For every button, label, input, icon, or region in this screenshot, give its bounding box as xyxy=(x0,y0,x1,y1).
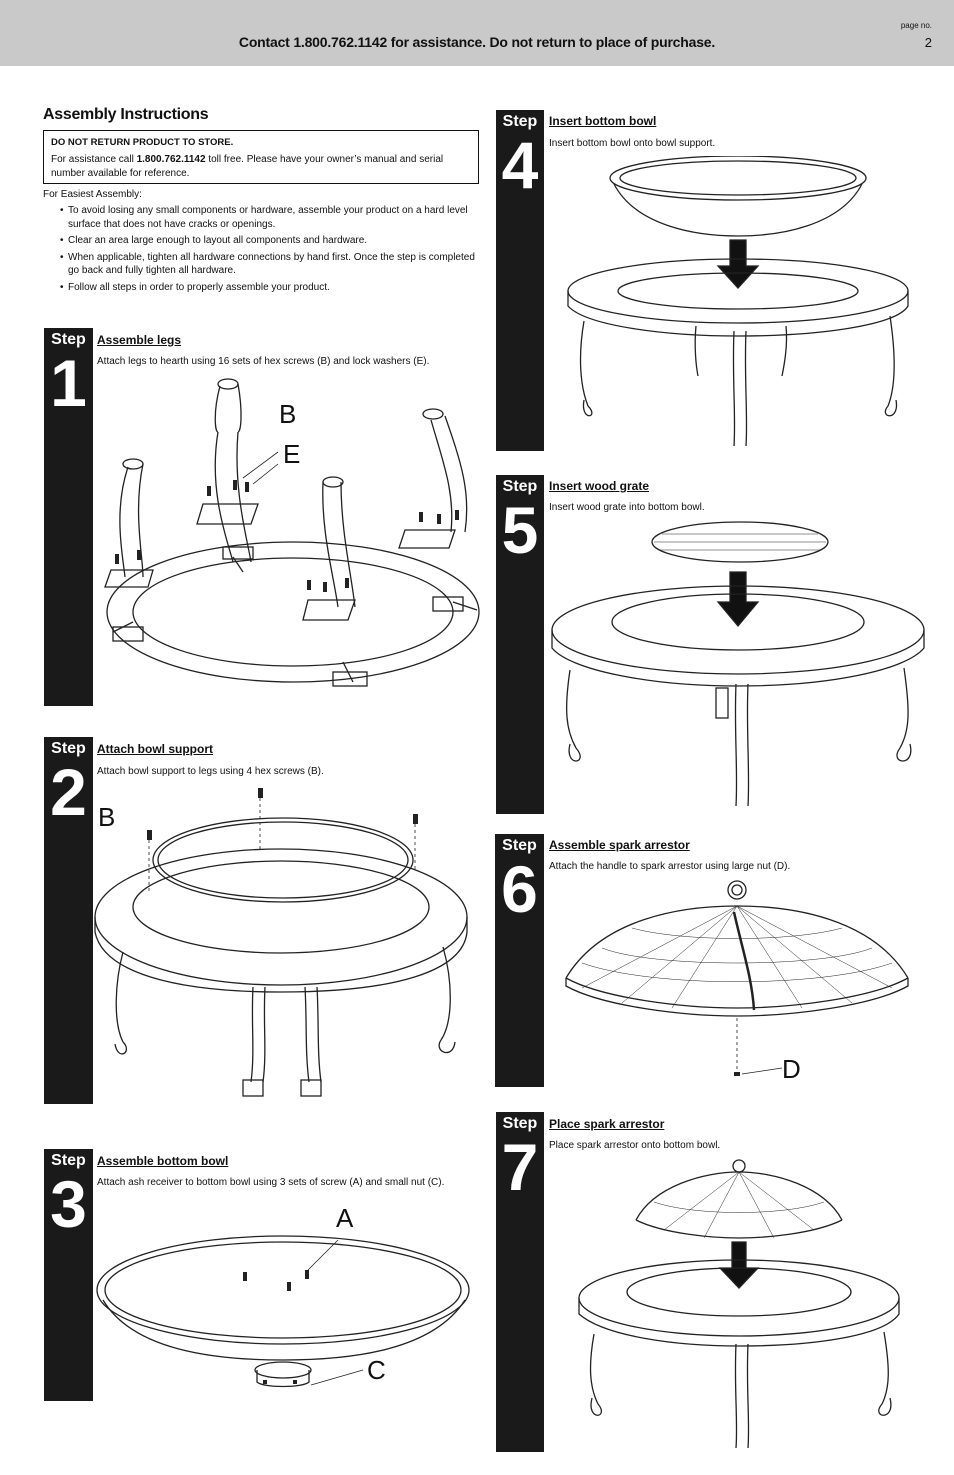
step-2-bar xyxy=(44,737,93,1104)
step-word: Step xyxy=(502,1115,538,1132)
step-number: 4 xyxy=(501,128,539,202)
tip-item: • Follow all steps in order to properly assemble your product. xyxy=(60,281,480,295)
step-number: 2 xyxy=(50,755,87,829)
step-2-title: Attach bowl support xyxy=(97,742,213,756)
notice-suffix: toll free. Please have your owner’s manual and serial number available for reference. xyxy=(51,154,444,179)
step-3-bar xyxy=(44,1149,93,1401)
step-6-bar xyxy=(495,834,544,1087)
step-number: 6 xyxy=(501,852,538,926)
step-3-title: Assemble bottom bowl xyxy=(97,1154,229,1168)
step-5-bar xyxy=(496,475,544,814)
step-word: Step xyxy=(502,478,538,495)
part-label-d: D xyxy=(782,1054,801,1084)
part-label-e: E xyxy=(283,439,301,469)
tips-list xyxy=(60,204,480,297)
step-2-desc: Attach bowl support to legs using 4 hex screws (B). xyxy=(97,766,324,777)
notice-heading: DO NOT RETURN PRODUCT TO STORE. xyxy=(51,137,234,148)
contact-line: Contact 1.800.762.1142 for assistance. Do not return to place of purchase. xyxy=(238,34,716,50)
step-4-title: Insert bottom bowl xyxy=(549,114,657,128)
step-5-title: Insert wood grate xyxy=(549,479,650,493)
step-number: 7 xyxy=(501,1130,539,1204)
notice-phone: 1.800.762.1142 xyxy=(136,154,206,165)
step-7-desc: Place spark arrestor onto bottom bowl. xyxy=(549,1140,721,1151)
step-3-illustration xyxy=(93,1230,483,1400)
step-number: 1 xyxy=(50,346,87,420)
step-number: 5 xyxy=(501,493,539,567)
step-6-desc: Attach the handle to spark arrestor using large nut (D). xyxy=(549,861,791,872)
notice-box xyxy=(43,130,479,184)
step-number: 3 xyxy=(50,1167,87,1241)
step-word: Step xyxy=(51,331,86,348)
part-label-a: A xyxy=(336,1203,354,1233)
step-1-desc: Attach legs to hearth using 16 sets of hex screws (B) and lock washers (E). xyxy=(97,356,430,367)
step-2-illustration xyxy=(93,782,483,1102)
step-5-desc: Insert wood grate into bottom bowl. xyxy=(549,502,705,513)
tip-item: • Clear an area large enough to layout all components and hardware. xyxy=(60,234,480,248)
tip-item: • When applicable, tighten all hardware connections by hand first. Once the step is completed go back and fully tighten all hardware. xyxy=(60,251,480,278)
tip-item: • To avoid losing any small components or hardware, assemble your product on a hard level surface that does not have cracks or openings. xyxy=(60,204,480,231)
page-number-label: page no. xyxy=(900,21,932,30)
part-label-b: B xyxy=(98,802,116,832)
part-label-b: B xyxy=(279,399,297,429)
part-label-c: C xyxy=(367,1355,386,1385)
step-1-title: Assemble legs xyxy=(97,333,182,347)
page-header xyxy=(0,0,954,66)
step-word: Step xyxy=(51,1152,86,1169)
easy-assembly-label: For Easiest Assembly: xyxy=(43,189,142,200)
step-word: Step xyxy=(51,740,86,757)
step-7-illustration xyxy=(574,1158,914,1452)
step-6-illustration xyxy=(562,878,912,1082)
step-4-desc: Insert bottom bowl onto bowl support. xyxy=(549,138,716,149)
step-4-illustration xyxy=(566,156,912,448)
page-title: Assembly Instructions xyxy=(43,106,209,123)
notice-prefix: For assistance call xyxy=(51,154,137,165)
step-7-title: Place spark arrestor xyxy=(549,1117,665,1131)
step-1-bar xyxy=(44,328,93,706)
step-3-desc: Attach ash receiver to bottom bowl using 3 sets of screw (A) and small nut (C). xyxy=(97,1177,445,1188)
notice-text xyxy=(51,153,471,181)
step-6-title: Assemble spark arrestor xyxy=(549,838,690,852)
page-number: 2 xyxy=(924,35,932,50)
step-4-bar xyxy=(496,110,544,451)
step-word: Step xyxy=(502,837,537,854)
step-7-bar xyxy=(496,1112,544,1452)
step-5-illustration xyxy=(550,520,926,812)
step-word: Step xyxy=(502,113,538,130)
